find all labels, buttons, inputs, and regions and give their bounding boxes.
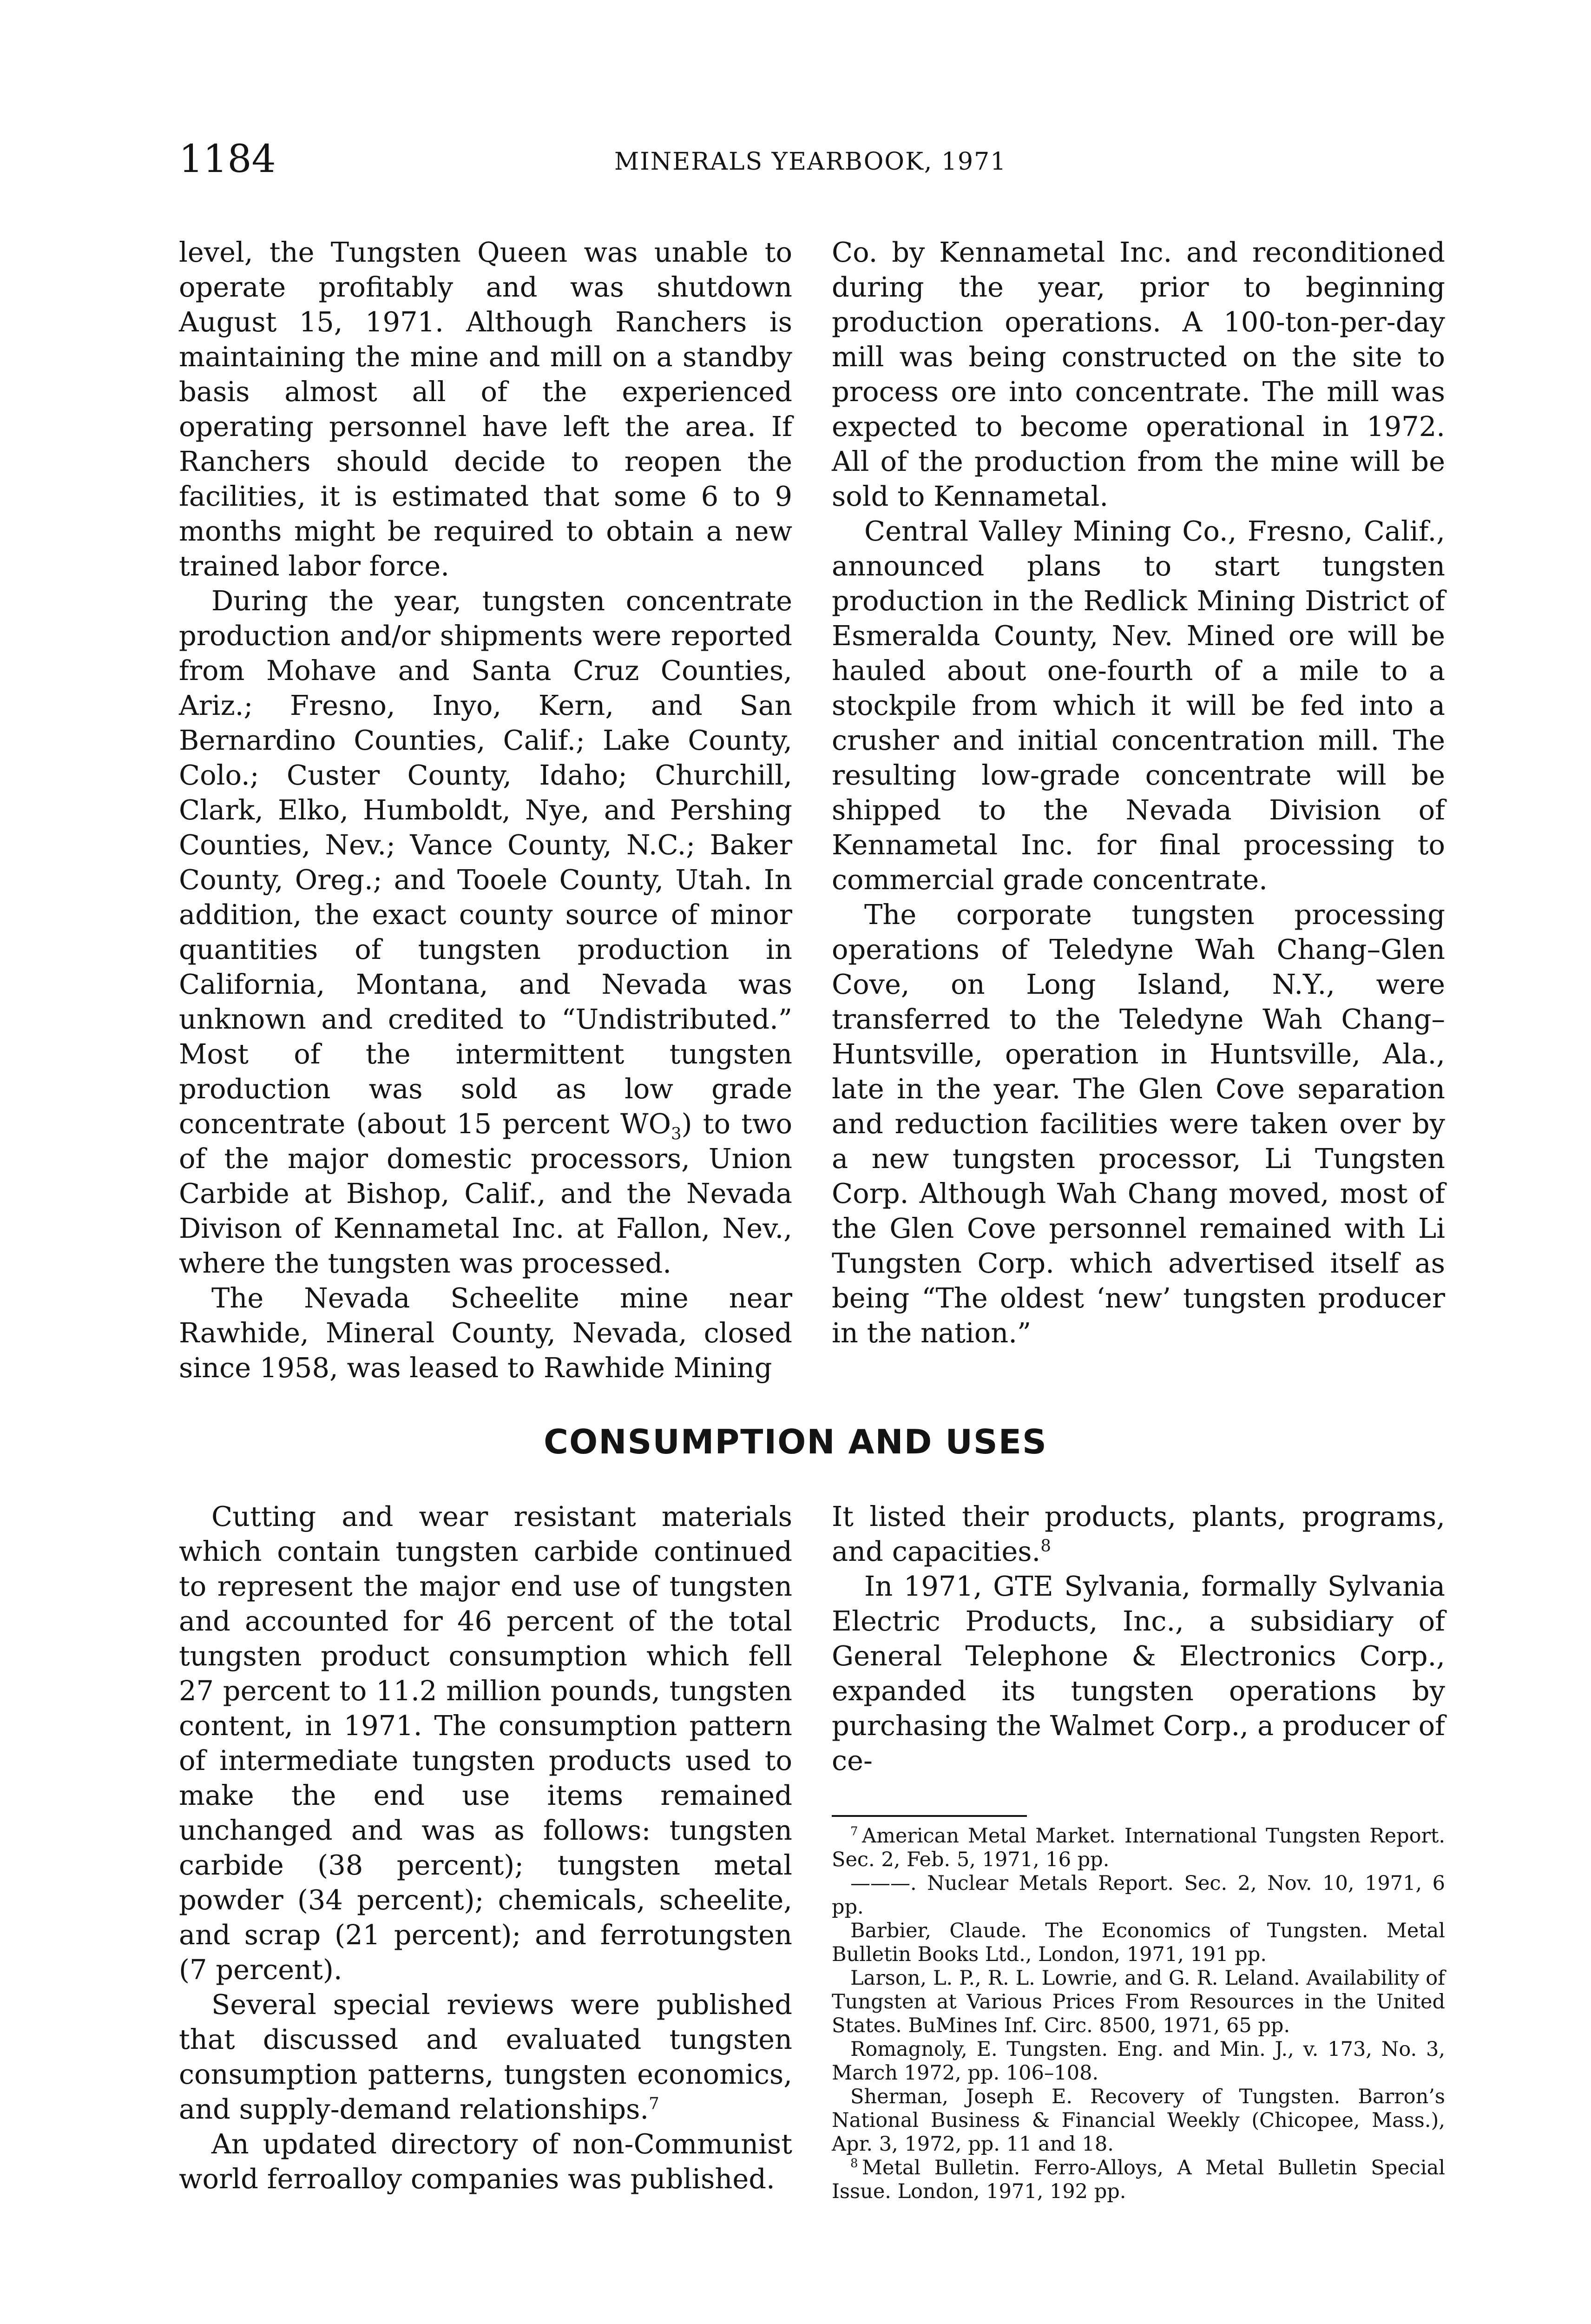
footnote-entry: Larson, L. P., R. L. Lowrie, and G. R. Leland. Availability of Tungsten at Various Prices From Resources in the United States. BuMines Inf. Circ. 8500, 1971, 65 pp.: [832, 1967, 1445, 2037]
footnote-ref-7: 7: [649, 2094, 659, 2113]
paragraph: Cutting and wear resistant materials which contain tungsten carbide continued to represent the major end use of tungsten and accounted for 46 percent of the total tungsten product consumption which fell 27 percent to 11.2 million pounds, tungsten content, in 1971. The consumption pattern of intermediate tungsten products used to make the end use items remained unchanged and was as follows: tungsten carbide (38 percent); tungsten metal powder (34 percent); chemicals, scheelite, and scrap (21 percent); and ferrotungsten (7 percent).: [179, 1500, 792, 1986]
paragraph-text: It listed their products, plants, programs, and capacities.: [832, 1500, 1445, 1567]
bottom-right-column: [832, 1499, 1445, 1778]
footnote-entry: Sherman, Joseph E. Recovery of Tungsten. Barron’s National Business & Financial Weekly (Chicopee, Mass.), Apr. 3, 1972, pp. 11 and 18.: [832, 2085, 1445, 2156]
paragraph: level, the Tungsten Queen was unable to operate profitably and was shutdown August 15, 1971. Although Ranchers is maintaining the mine and mill on a standby basis almost all of the experienced operating personnel have left the area. If Ranchers should decide to reopen the facilities, it is estimated that some 6 to 9 months might be required to obtain a new trained labor force.: [179, 236, 792, 582]
paragraph: In 1971, GTE Sylvania, formally Sylvania Electric Products, Inc., a subsidiary of General Telephone & Electronics Corp., expanded its tungsten operations by purchasing the Walmet Corp., a producer of ce-: [832, 1570, 1445, 1776]
bottom-left-column: [179, 1499, 792, 2196]
footnote-entry: Romagnoly, E. Tungsten. Eng. and Min. J., v. 173, No. 3, March 1972, pp. 106–108.: [832, 2038, 1445, 2085]
footnote-mark: 8: [850, 2156, 858, 2171]
running-head: MINERALS YEARBOOK, 1971: [614, 148, 1007, 176]
footnotes: [832, 1824, 1445, 2204]
paragraph: An updated directory of non-Communist world ferroalloy companies was published.: [179, 2128, 792, 2195]
wo3-close: ): [681, 1108, 692, 1140]
footnote-entry: ———. Nuclear Metals Report. Sec. 2, Nov. 10, 1971, 6 pp.: [832, 1872, 1445, 1919]
paragraph-text: Several special reviews were published that discussed and evaluated tungsten consumption patterns, tungsten economics, and supply-demand relationships.: [179, 1988, 792, 2125]
footnote-text: American Metal Market. International Tungsten Report. Sec. 2, Feb. 5, 1971, 16 pp.: [832, 1824, 1445, 1871]
footnote-7: [832, 1824, 1445, 1872]
footnote-text: Metal Bulletin. Ferro-Alloys, A Metal Bulletin Special Issue. London, 1971, 192 pp.: [832, 2156, 1445, 2203]
wo3-text: (about 15 percent WO: [356, 1108, 671, 1140]
paragraph-text: to two of the major domestic processors, Union Carbide at Bishop, Calif., and the Nevada Divison of Kennametal Inc. at Fallon, Nev., where the tungsten was processed.: [179, 1108, 792, 1279]
paragraph-text: During the year, tungsten concentrate production and/or shipments were reported from Mohave and Santa Cruz Counties, Ariz.; Fresno, Inyo, Kern, and San Bernardino Counties, Calif.; Lake County, Colo.; Custer County, Idaho; Churchill, Clark, Elko, Humboldt, Nye, and Pershing Counties, Nev.; Vance County, N.C.; Baker County, Oreg.; and Tooele County, Utah. In addition, the exact county source of minor quantities of tungsten production in California, Montana, and Nevada was unknown and credited to “Undistributed.” Most of the intermittent tungsten production was sold as low grade concentrate: [179, 585, 792, 1140]
paragraph: [832, 1499, 1445, 1569]
paragraph: Co. by Kennametal Inc. and reconditioned during the year, prior to beginning production operations. A 100-ton-per-day mill was being constructed on the site to process ore into concentrate. The mill was expected to become operational in 1972. All of the production from the mine will be sold to Kennametal.: [832, 236, 1445, 512]
paragraph: [179, 1987, 792, 2126]
section-heading: CONSUMPTION AND USES: [544, 1422, 1047, 1461]
footnote-8: [832, 2156, 1445, 2204]
footnote-divider: [832, 1815, 1027, 1817]
wo3-subscript: 3: [671, 1124, 682, 1143]
page-number: 1184: [179, 137, 276, 181]
top-left-column: [179, 235, 792, 1385]
paragraph: Central Valley Mining Co., Fresno, Calif., announced plans to start tungsten production in the Redlick Mining District of Esmeralda County, Nev. Mined ore will be hauled about one-fourth of a mile to a stockpile from which it will be fed into a crusher and initial concentration mill. The resulting low-grade concentrate will be shipped to the Nevada Division of Kennametal Inc. for final processing to commercial grade concentrate.: [832, 515, 1445, 896]
paragraph: The corporate tungsten processing operations of Teledyne Wah Chang–Glen Cove, on Long Island, N.Y., were transferred to the Teledyne Wah Chang–Huntsville, operation in Huntsville, Ala., late in the year. The Glen Cove separation and reduction facilities were taken over by a new tungsten processor, Li Tungsten Corp. Although Wah Chang moved, most of the Glen Cove personnel remained with Li Tungsten Corp. which advertised itself as being “The oldest ‘new’ tungsten producer in the nation.”: [832, 898, 1445, 1349]
paragraph: The Nevada Scheelite mine near Rawhide, Mineral County, Nevada, closed since 1958, was leased to Rawhide Mining: [179, 1282, 792, 1384]
top-right-column: [832, 235, 1445, 1350]
footnote-mark: 7: [850, 1824, 858, 1839]
footnote-ref-8: 8: [1040, 1536, 1051, 1556]
footnote-entry: Barbier, Claude. The Economics of Tungsten. Metal Bulletin Books Ltd., London, 1971, 191 pp.: [832, 1919, 1445, 1966]
paragraph: [179, 583, 792, 1281]
